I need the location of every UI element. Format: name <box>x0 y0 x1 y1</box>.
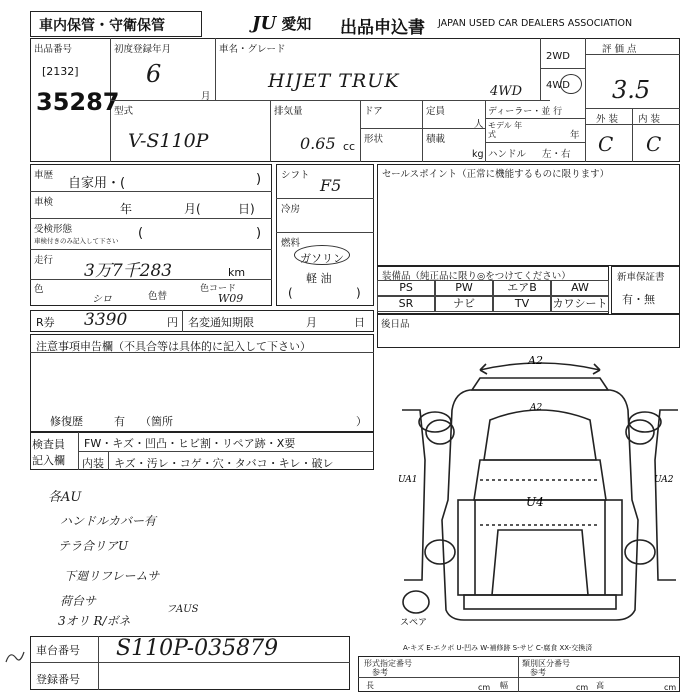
divider <box>30 662 350 663</box>
fuel-gasoline-circle <box>294 245 350 265</box>
sales-point-label: セールスポイント（正常に機能するものに限ります） <box>382 169 610 180</box>
inspection-day: 日) <box>238 202 255 216</box>
inspection-month: 月( <box>184 202 201 216</box>
recycle-value: 3390 <box>84 310 128 330</box>
exterior-label: 外 装 <box>596 114 619 125</box>
tailgate <box>492 530 588 595</box>
size-width: 幅 <box>500 681 508 690</box>
equipment-label: 装備品（純正品に限り◎をつけてください） <box>382 271 571 282</box>
note-line: 荷台サ <box>60 594 97 608</box>
equipment-item: TV <box>493 296 551 312</box>
history-value: 自家用・( <box>68 176 126 191</box>
class-label2: 参考 <box>530 668 546 677</box>
fuel-close: ) <box>356 286 361 300</box>
shift-value: F5 <box>320 176 342 195</box>
storage-title-box <box>30 11 202 37</box>
equipment-item: ナビ <box>435 296 493 312</box>
inspector-label2: 記入欄 <box>32 454 65 467</box>
divider <box>360 128 485 129</box>
color-code-value: W09 <box>218 292 244 305</box>
divider <box>485 100 486 162</box>
divider <box>422 100 423 162</box>
model-year-label: モデル 年式 <box>488 121 523 139</box>
dealer-label: ディーラー・並 行 <box>488 107 563 117</box>
disp-label: 排気量 <box>274 106 303 117</box>
note-line: 下廻リフレームサ <box>64 569 160 583</box>
lot-number: 35287 <box>36 88 120 116</box>
equipment-item: エアB <box>493 280 551 296</box>
grade-value: 3.5 <box>612 76 651 104</box>
equipment-item: カワシート <box>552 297 608 310</box>
note-line: 各AU <box>48 490 82 505</box>
size-cm-2: cm <box>576 683 589 692</box>
color-value: シロ <box>92 294 112 305</box>
mileage-value: 3万7千283 <box>84 261 173 281</box>
margin-mark <box>2 640 28 670</box>
divider <box>358 677 680 678</box>
mileage-unit: km <box>228 266 246 279</box>
lot-sub: [2132] <box>42 65 79 78</box>
divider <box>585 38 586 162</box>
size-cm-1: cm <box>478 683 491 692</box>
accept-open: ( <box>138 226 144 241</box>
rear-bumper <box>464 595 616 609</box>
left-profile <box>402 410 425 580</box>
shape-label: 形状 <box>364 134 384 145</box>
fuel-label: 燃料 <box>281 238 301 249</box>
year-unit: 年 <box>570 130 580 141</box>
diagram-label: U4 <box>526 495 544 509</box>
divider <box>108 451 109 470</box>
note-line: ハンドルカバー有 <box>60 514 157 528</box>
accept-close: ) <box>256 226 262 241</box>
divider <box>540 68 585 69</box>
deadline-day: 日 <box>354 316 365 329</box>
diagram-label: UA1 <box>398 475 418 485</box>
history-label: 車歴 <box>34 170 54 181</box>
logo-text: 愛知 <box>281 15 312 33</box>
divider <box>215 38 216 100</box>
model-name-label: 車名・グレード <box>219 44 286 55</box>
car-diagram <box>380 350 680 650</box>
note-line: テラ合リアU <box>58 539 129 553</box>
repair-close: ） <box>356 415 367 428</box>
rear-date-label: 後日品 <box>381 319 410 330</box>
spare-tire <box>403 591 429 613</box>
capacity-unit: 人 <box>474 119 484 130</box>
door-label: ドア <box>364 106 383 117</box>
equipment-item: PW <box>435 280 493 296</box>
spare-label: スペア <box>400 618 428 628</box>
divider <box>585 54 680 55</box>
class-label1: 類別区分番号 <box>522 659 570 668</box>
lot-label: 出品番号 <box>34 44 73 55</box>
front-bumper <box>472 378 608 390</box>
shape-label2: 参考 <box>372 668 388 677</box>
fuel-gasoline: ガソリン <box>300 252 344 265</box>
mileage-label: 走行 <box>34 255 54 266</box>
divider <box>485 118 585 119</box>
equipment-item: PS <box>377 280 435 296</box>
inspector-line1: FW・キズ・凹凸・ヒビ割・リペア跡・X要 <box>84 437 296 450</box>
deadline-label: 名変通知期限 <box>188 316 254 329</box>
cooler-label: 冷房 <box>281 204 301 215</box>
load-unit: kg <box>472 149 484 160</box>
recycle-unit: 円 <box>167 316 178 329</box>
association-name: JAPAN USED CAR DEALERS ASSOCIATION <box>438 18 633 29</box>
divider <box>30 218 272 219</box>
damage-legend: A-キズ E-エクボ U-凹み W-補修跡 S-サビ C-腐食 XX-交換済 <box>403 644 593 652</box>
equipment-item: SR <box>377 296 435 312</box>
ju-logo <box>252 13 311 34</box>
interior-value: C <box>646 132 662 156</box>
first-reg-label: 初度登録年月 <box>114 44 172 55</box>
note-extra: フAUS <box>166 604 199 615</box>
color-label: 色 <box>34 284 44 295</box>
divider <box>276 232 374 233</box>
warranty-options: 有・無 <box>622 293 655 306</box>
divider <box>98 636 99 690</box>
divider <box>30 279 272 280</box>
wheel-rl <box>425 540 455 564</box>
warranty-label: 新車保証書 <box>617 272 665 283</box>
inspection-year: 年 <box>120 202 133 216</box>
size-cm-3: cm <box>664 683 677 692</box>
note-line: 3オリ R/ボネ <box>58 614 131 628</box>
deadline-month: 月 <box>306 316 317 329</box>
divider <box>276 198 374 199</box>
divider <box>110 100 550 101</box>
first-reg-value: 6 <box>146 60 162 88</box>
type-label: 型式 <box>114 106 134 117</box>
divider <box>632 108 633 162</box>
handle-options: 左・右 <box>542 149 571 160</box>
chassis-label: 車台番号 <box>36 644 80 657</box>
repair-has: 有 <box>114 415 125 428</box>
repair-place: （箇所 <box>140 415 173 428</box>
reg-label: 登録番号 <box>36 673 80 686</box>
interior-label: 内 装 <box>638 114 661 125</box>
exterior-value: C <box>598 132 614 156</box>
divider <box>182 310 183 332</box>
divider <box>540 38 541 100</box>
shape-label1: 形式指定番号 <box>364 659 412 668</box>
month-unit: 月 <box>201 91 211 102</box>
drive-4wd-circle <box>560 74 582 94</box>
rear-date-box <box>377 314 680 348</box>
fuel-open: ( <box>288 286 293 300</box>
diagram-label: A2 <box>530 403 543 413</box>
shift-label: シフト <box>281 170 310 181</box>
diagram-label: UA2 <box>654 475 674 485</box>
right-profile <box>655 410 678 580</box>
wheel-rr <box>625 540 655 564</box>
grade-label: 評 価 点 <box>602 44 637 55</box>
logo-mark: JU <box>252 13 277 34</box>
handle-label: ハンドル <box>488 149 527 160</box>
diagram-label: A2 <box>528 354 543 367</box>
divider <box>30 191 272 192</box>
cab-roof <box>484 410 596 460</box>
form-title: 出品申込書 <box>340 18 425 38</box>
divider <box>485 142 585 143</box>
repair-label: 修復歴 <box>50 415 83 428</box>
notes-label: 注意事項申告欄（不具合等は具体的に記入して下さい） <box>36 340 311 353</box>
size-length: 長 <box>366 681 374 690</box>
recycle-label: R券 <box>36 316 55 329</box>
drive-value: 4WD <box>490 84 523 99</box>
divider <box>360 100 361 162</box>
disp-unit: cc <box>343 140 356 153</box>
inspector-line2: キズ・汚レ・コゲ・穴・タバコ・キレ・破レ <box>114 457 334 470</box>
color-code-label: 色コード <box>200 284 237 294</box>
divider <box>270 100 271 162</box>
divider <box>30 249 272 250</box>
inspector-label1: 検査員 <box>32 438 65 451</box>
load-label: 積載 <box>426 134 446 145</box>
divider <box>518 656 519 692</box>
inspection-label: 車検 <box>34 197 54 208</box>
equipment-item: AW <box>551 280 609 296</box>
fuel-diesel: 軽 油 <box>306 272 332 285</box>
capacity-label: 定員 <box>426 106 446 117</box>
accept-note: 車検付きのみ記入して下さい <box>34 237 119 245</box>
divider <box>78 451 374 452</box>
type-value: V-S110P <box>128 130 209 152</box>
storage-title: 車内保管・守衛保管 <box>39 18 165 34</box>
model-name-value: HIJET TRUK <box>268 70 400 92</box>
chassis-value: S110P-035879 <box>116 636 279 661</box>
disp-value: 0.65 <box>300 134 336 153</box>
drive-2wd: 2WD <box>546 51 570 62</box>
cargo-bed <box>458 500 622 595</box>
drive-4wd: 4WD <box>546 80 570 91</box>
history-close: ) <box>256 172 262 187</box>
size-height: 高 <box>596 681 604 690</box>
inspector-line2-prefix: 内装 <box>82 457 104 470</box>
divider <box>30 352 374 353</box>
color-change-label: 色替 <box>148 291 168 302</box>
accept-label: 受検形態 <box>34 224 73 235</box>
